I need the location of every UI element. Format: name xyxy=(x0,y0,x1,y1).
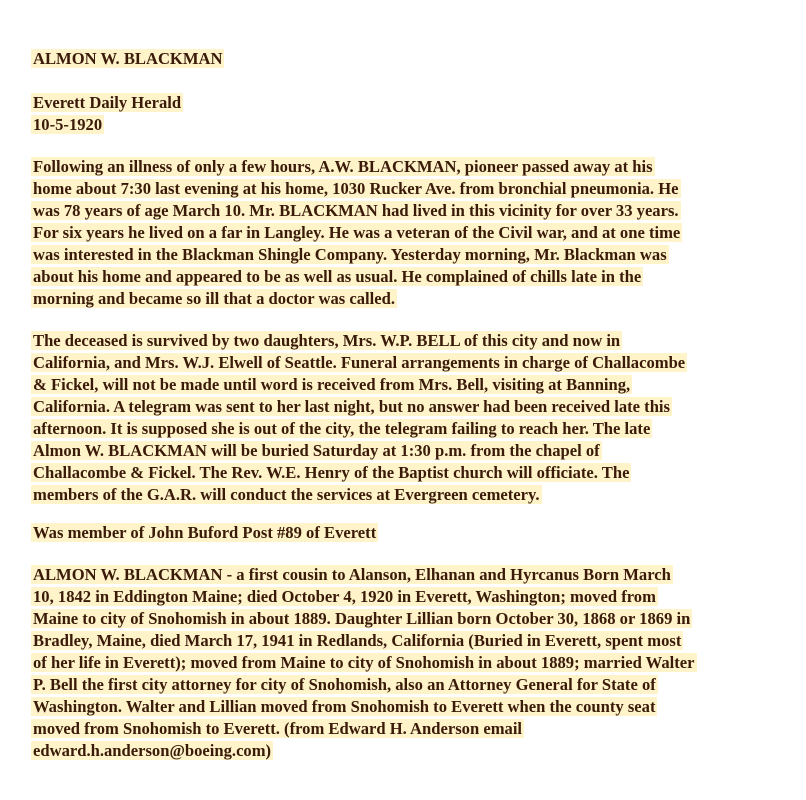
publication-date: 10-5-1920 xyxy=(33,115,103,134)
text-line: 10, 1842 in Eddington Maine; died October 4, 1920 in Everett, Washington; moved from xyxy=(33,587,656,606)
text-line: Almon W. BLACKMAN will be buried Saturday at 1:30 p.m. from the chapel of xyxy=(33,441,600,460)
text-line: was 78 years of age March 10. Mr. BLACKMAN had lived in this vicinity for over 33 years. xyxy=(33,201,679,220)
text-line: Following an illness of only a few hours, A.W. BLACKMAN, pioneer passed away at his xyxy=(33,157,653,176)
text-line: & Fickel, will not be made until word is received from Mrs. Bell, visiting at Banning, xyxy=(33,375,631,394)
text-line: Bradley, Maine, died March 17, 1941 in Redlands, California (Buried in Everett, spent most xyxy=(33,631,682,650)
text-line: ALMON W. BLACKMAN - a first cousin to Alanson, Elhanan and Hyrcanus Born March xyxy=(33,565,671,584)
text-line: home about 7:30 last evening at his home, 1030 Rucker Ave. from bronchial pneumonia. He xyxy=(33,179,679,198)
text-line: P. Bell the first city attorney for city of Snohomish, also an Attorney General for State of xyxy=(33,675,656,694)
text-line: afternoon. It is supposed she is out of the city, the telegram failing to reach her. The late xyxy=(33,419,651,438)
document-title: ALMON W. BLACKMAN xyxy=(33,49,223,68)
text-line: Challacombe & Fickel. The Rev. W.E. Henry of the Baptist church will officiate. The xyxy=(33,463,630,482)
text-line: of her life in Everett); moved from Maine to city of Snohomish in about 1889; married Walter xyxy=(33,653,695,672)
text-line: Washington. Walter and Lillian moved from Snohomish to Everett when the county seat xyxy=(33,697,656,716)
text-line: The deceased is survived by two daughters, Mrs. W.P. BELL of this city and now in xyxy=(33,331,621,350)
source-newspaper: Everett Daily Herald xyxy=(33,93,182,112)
text-line: For six years he lived on a far in Langley. He was a veteran of the Civil war, and at one time xyxy=(33,223,681,242)
text-line: morning and became so ill that a doctor was called. xyxy=(33,289,395,308)
text-line: California, and Mrs. W.J. Elwell of Seattle. Funeral arrangements in charge of Challacombe xyxy=(33,353,686,372)
text-line: members of the G.A.R. will conduct the services at Evergreen cemetery. xyxy=(33,485,540,504)
membership-note: Was member of John Buford Post #89 of Everett xyxy=(33,523,377,542)
text-line: edward.h.anderson@boeing.com) xyxy=(33,741,272,760)
text-line: Maine to city of Snohomish in about 1889. Daughter Lillian born October 30, 1868 or 1869 in xyxy=(33,609,691,628)
text-line: California. A telegram was sent to her last night, but no answer had been received late this xyxy=(33,397,671,416)
text-line: was interested in the Blackman Shingle Company. Yesterday morning, Mr. Blackman was xyxy=(33,245,667,264)
text-line: about his home and appeared to be as well as usual. He complained of chills late in the xyxy=(33,267,642,286)
text-line: moved from Snohomish to Everett. (from Edward H. Anderson email xyxy=(33,719,523,738)
